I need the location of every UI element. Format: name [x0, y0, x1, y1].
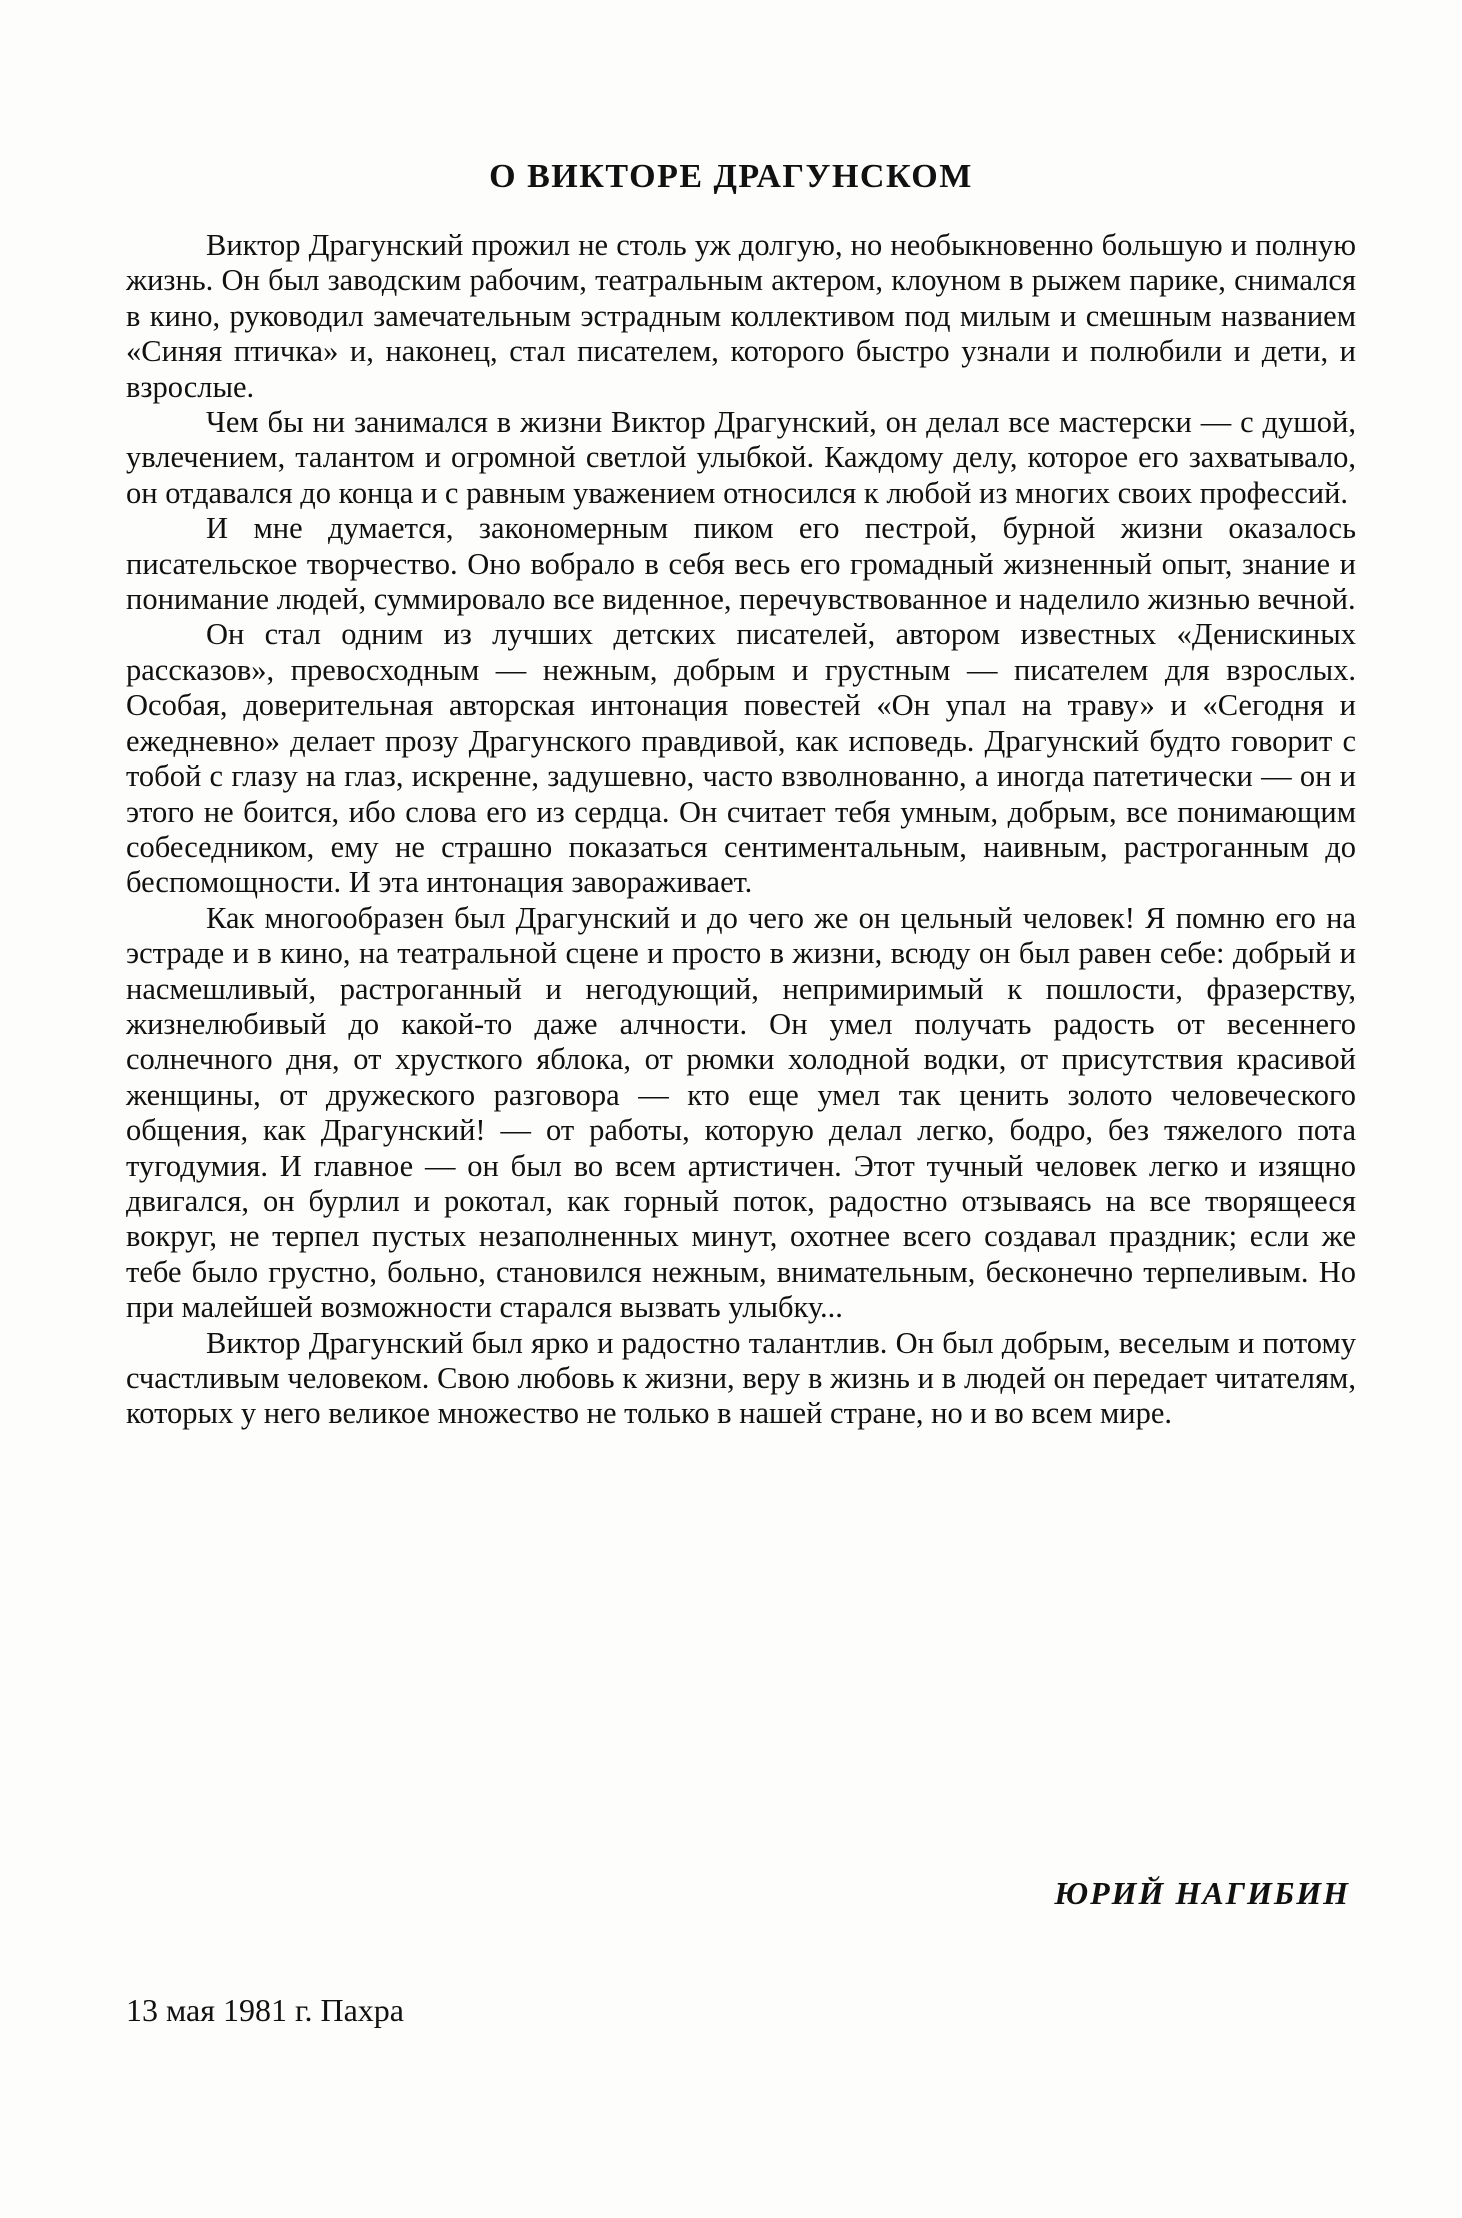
- page-title: О ВИКТОРЕ ДРАГУНСКОМ: [489, 158, 973, 195]
- date-place-line: 13 мая 1981 г. Пахра: [126, 1992, 404, 2028]
- paragraph-4: Он стал одним из лучших детских писателей, автором известных «Денискиных рассказов», превосходным — нежным, добрым и грустным — писателем для взрослых. Особая, доверительная авторская интонация повестей «Он упал на траву» и «Сегодня и ежедневно» делает прозу Драгунского правдивой, как исповедь. Драгунский будто говорит с тобой с глазу на глаз, искренне, задушевно, часто взволнованно, а иногда патетически — он и этого не боится, ибо слова его из сердца. Он считает тебя умным, добрым, все понимающим собеседником, ему не страшно показаться сентиментальным, наивным, растроганным до беспомощности. И эта интонация завораживает.: [126, 617, 1356, 900]
- essay-body: [126, 228, 1356, 1432]
- paragraph-2: Чем бы ни занимался в жизни Виктор Драгунский, он делал все мастерски — с душой, увлечением, талантом и огромной светлой улыбкой. Каждому делу, которое его захватывало, он отдавался до конца и с равным уважением относился к любой из многих своих профессий.: [126, 405, 1356, 510]
- paragraph-5: Как многообразен был Драгунский и до чего же он цельный человек! Я помню его на эстраде и в кино, на театральной сцене и просто в жизни, всюду он был равен себе: добрый и насмешливый, растроганный и негодующий, непримиримый к пошлости, фразерству, жизнелюбивый до какой-то даже алчности. Он умел получать радость от весеннего солнечного дня, от хрусткого яблока, от рюмки холодной водки, от присутствия красивой женщины, от дружеского разговора — кто еще умел так ценить золото человеческого общения, как Драгунский! — от работы, которую делал легко, бодро, без тяжелого пота тугодумия. И главное — он был во всем артистичен. Этот тучный человек легко и изящно двигался, он бурлил и рокотал, как горный поток, радостно отзываясь на все творящееся вокруг, не терпел пустых незаполненных минут, охотнее всего создавал праздник; если же тебе было грустно, больно, становился нежным, внимательным, бесконечно терпеливым. Но при малейшей возможности старался вызвать улыбку...: [126, 900, 1356, 1325]
- paragraph-6: Виктор Драгунский был ярко и радостно талантлив. Он был добрым, веселым и потому счастливым человеком. Свою любовь к жизни, веру в жизнь и в людей он передает читателям, которых у него великое множество не только в нашей стране, но и во всем мире.: [126, 1325, 1356, 1431]
- paragraph-3: И мне думается, закономерным пиком его пестрой, бурной жизни оказалось писательское творчество. Оно вобрало в себя весь его громадный жизненный опыт, знание и понимание людей, суммировало все виденное, перечувствованное и наделило жизнью вечной.: [126, 511, 1356, 617]
- paragraph-1: Виктор Драгунский прожил не столь уж долгую, но необыкновенно большую и полную жизнь. Он был заводским рабочим, театральным актером, клоуном в рыжем парике, снимался в кино, руководил замечательным эстрадным коллективом под милым и смешным названием «Синяя птичка» и, наконец, стал писателем, которого быстро узнали и полюбили и дети, и взрослые.: [126, 228, 1356, 404]
- author-signature: ЮРИЙ НАГИБИН: [1054, 1875, 1350, 1911]
